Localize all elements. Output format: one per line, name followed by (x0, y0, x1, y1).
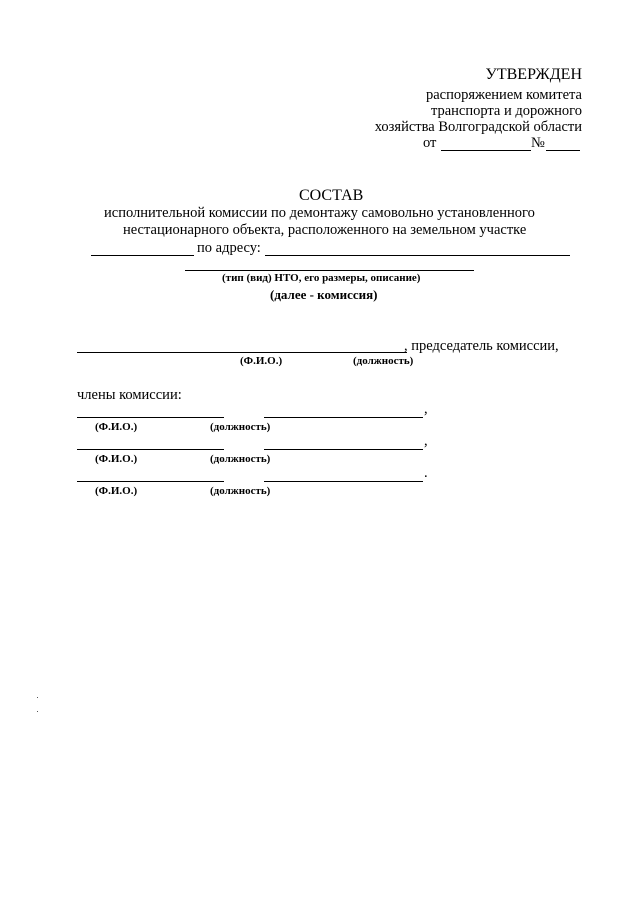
object-description-line (185, 270, 474, 271)
member-3-fio-line (77, 481, 224, 482)
approval-number-label: № (531, 135, 545, 151)
scan-speck (37, 697, 38, 698)
title-heading: СОСТАВ (299, 187, 364, 204)
chairman-position-caption: (должность) (353, 355, 414, 367)
approval-heading: УТВЕРЖДЕН (485, 66, 582, 83)
address-line (265, 255, 570, 256)
approval-line-1: распоряжением комитета (425, 87, 582, 103)
title-line-2: нестационарного объекта, расположенного на земельном участке (123, 222, 527, 238)
member-2-end: , (424, 433, 428, 449)
title-line-1: исполнительной комиссии по демонтажу самовольно установленного (104, 205, 535, 221)
member-2-position-line (264, 449, 423, 450)
member-2-position-caption: (должность) (210, 453, 271, 465)
object-description-caption: (тип (вид) НТО, его размеры, описание) (222, 272, 421, 284)
member-1-position-caption: (должность) (210, 421, 271, 433)
address-label: по адресу: (197, 240, 261, 256)
plot-number-line (91, 255, 194, 256)
approval-from-label: от (423, 135, 437, 151)
member-3-fio-caption: (Ф.И.О.) (95, 485, 138, 497)
member-3-position-line (264, 481, 423, 482)
scan-speck (37, 711, 38, 712)
member-3-position-caption: (должность) (210, 485, 271, 497)
approval-line-2: транспорта и дорожного (430, 103, 582, 119)
approval-number-line (546, 150, 580, 151)
members-label: члены комиссии: (77, 387, 182, 403)
further-commission-label: (далее - комиссия) (270, 287, 378, 302)
member-1-end: , (424, 401, 428, 417)
chairman-role: , председатель комиссии, (404, 338, 559, 354)
approval-line-3: хозяйства Волгоградской области (374, 119, 582, 135)
member-2-fio-line (77, 449, 224, 450)
member-3-end: . (424, 465, 428, 481)
member-1-fio-line (77, 417, 224, 418)
member-1-position-line (264, 417, 423, 418)
chairman-fio-caption: (Ф.И.О.) (240, 355, 283, 367)
approval-date-line (441, 150, 531, 151)
member-1-fio-caption: (Ф.И.О.) (95, 421, 138, 433)
chairman-line (77, 352, 407, 353)
member-2-fio-caption: (Ф.И.О.) (95, 453, 138, 465)
